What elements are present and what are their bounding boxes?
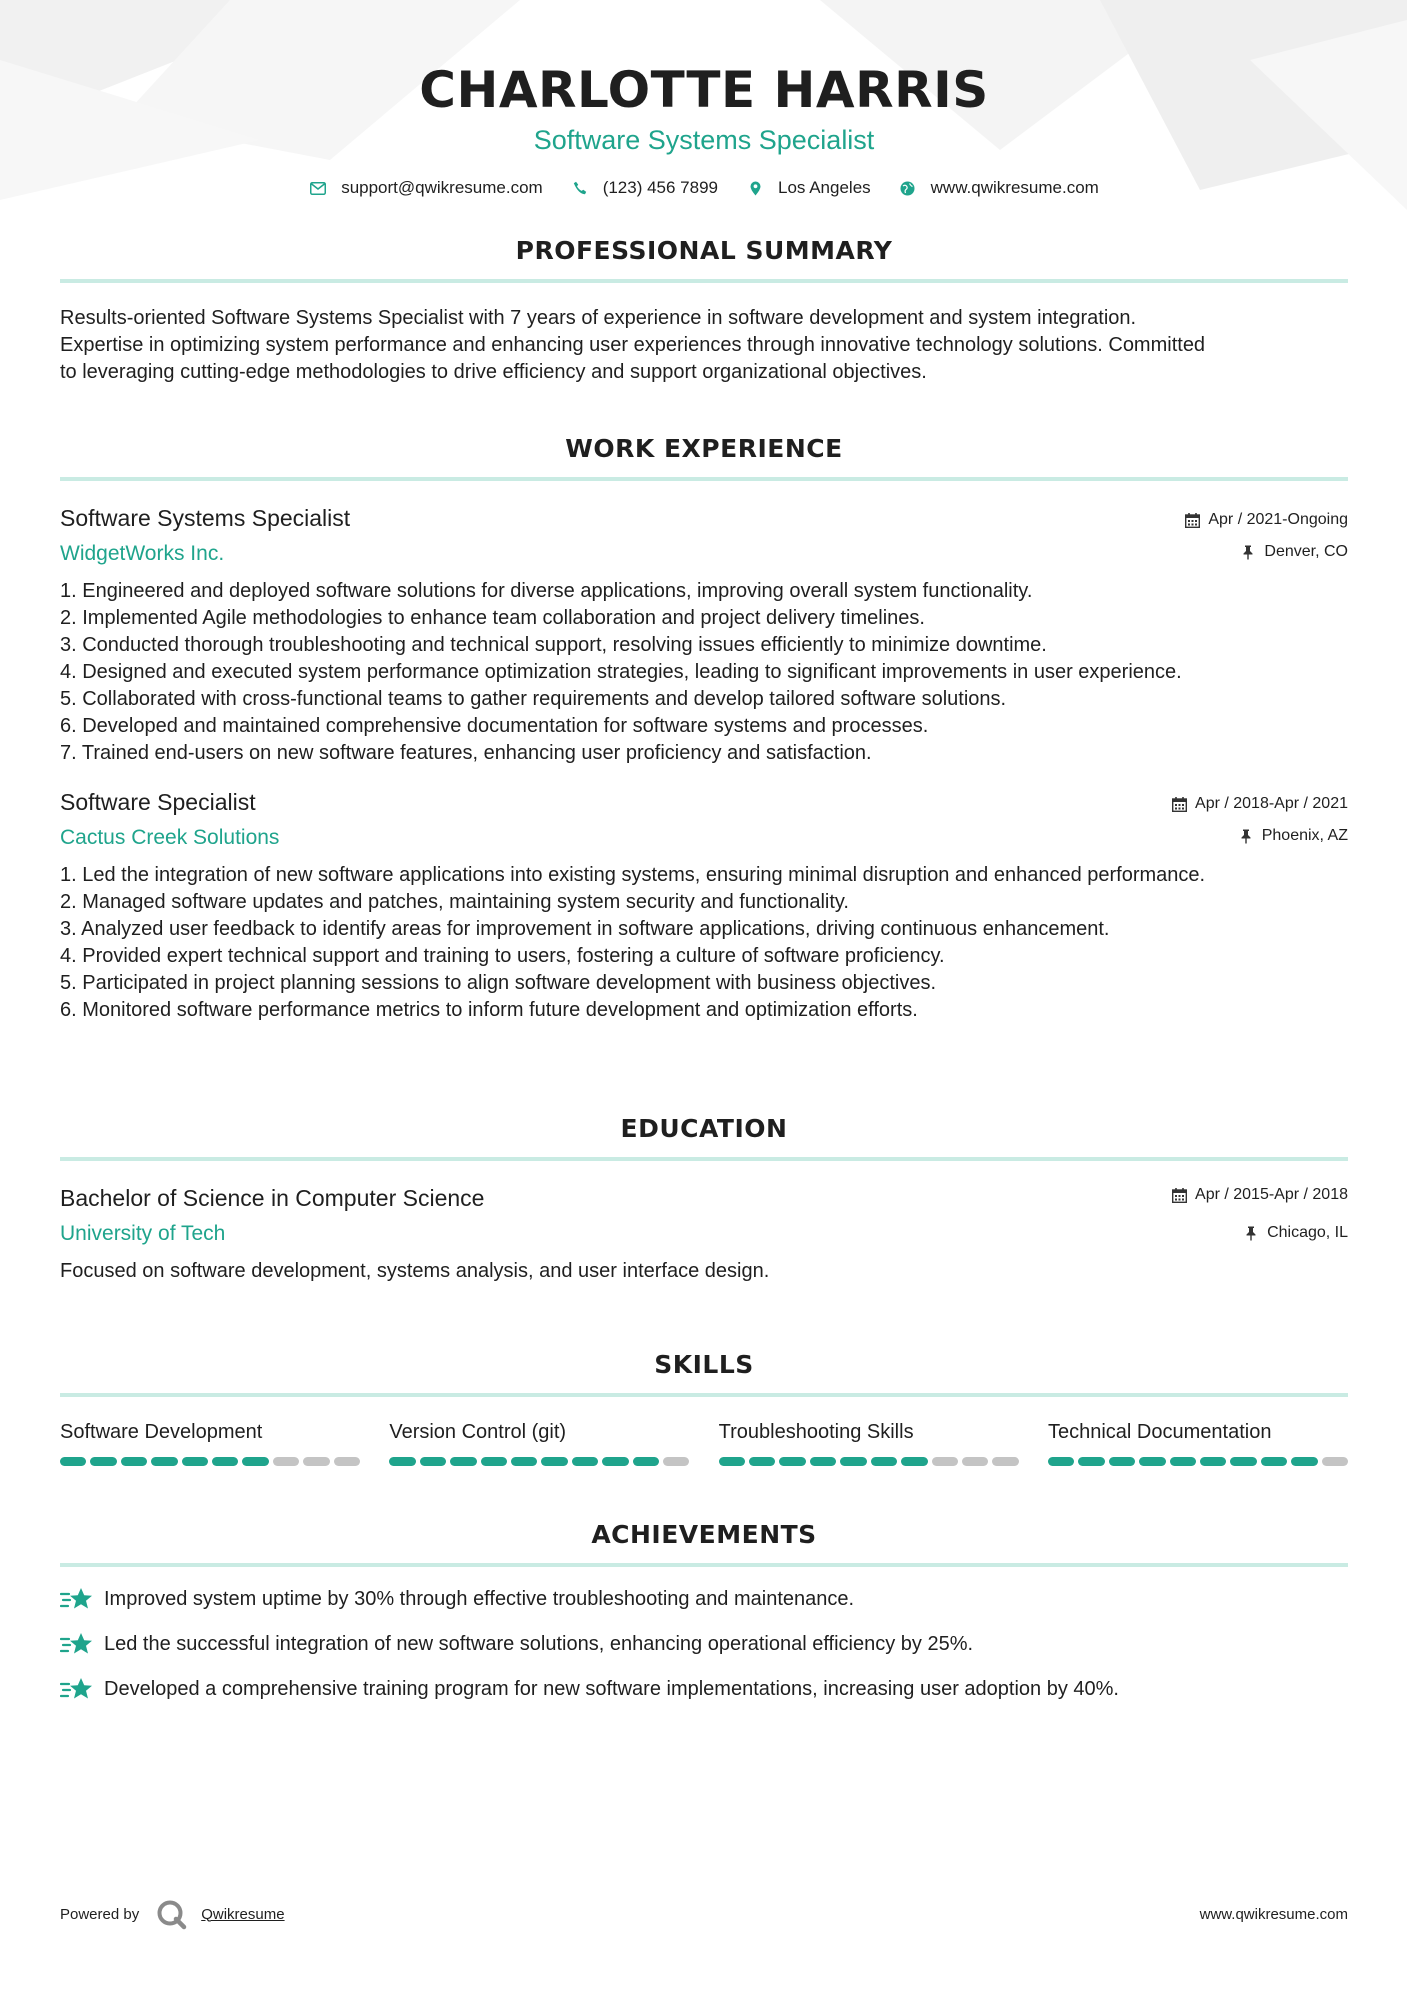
skill-segment-empty <box>992 1457 1018 1466</box>
job-meta <box>1171 789 1348 846</box>
job-meta <box>1184 505 1348 562</box>
skill-segment-filled <box>1230 1457 1256 1466</box>
summary-line: Results-oriented Software Systems Specialist with 7 years of experience in software development and system integration. <box>60 307 1137 329</box>
achievement-text: Developed a comprehensive training program for new software implementations, increasing user adoption by 40%. <box>104 1677 1119 1700</box>
summary-line: Expertise in optimizing system performance and enhancing user experiences through innovative technology solutions. Committed <box>60 334 1206 356</box>
skill-segment-filled <box>779 1457 805 1466</box>
job-title: Software Systems Specialist <box>60 505 351 531</box>
skill-segment-filled <box>1291 1457 1317 1466</box>
skill-segment-empty <box>1322 1457 1348 1466</box>
skill-segment-filled <box>719 1457 745 1466</box>
skill-level-bar <box>389 1457 689 1466</box>
pushpin-icon <box>1240 544 1256 560</box>
skill-name: Technical Documentation <box>1047 1421 1272 1443</box>
skill-segment-filled <box>90 1457 116 1466</box>
resume-header <box>60 0 1348 198</box>
footer-website-link[interactable]: www.qwikresume.com <box>1199 1905 1348 1923</box>
section-divider <box>60 477 1348 481</box>
education-meta <box>1171 1185 1348 1243</box>
skill-segment-filled <box>901 1457 927 1466</box>
skill-segment-filled <box>182 1457 208 1466</box>
list-item: 1. Led the integration of new software applications into existing systems, ensuring minimal disruption and enhanced performance. <box>60 864 1206 886</box>
job-responsibilities <box>60 578 1348 767</box>
skill-segment-filled <box>121 1457 147 1466</box>
skill-segment-filled <box>749 1457 775 1466</box>
skill-segment-filled <box>511 1457 537 1466</box>
skills-section <box>60 1350 1348 1466</box>
school-name: University of Tech <box>60 1222 226 1245</box>
skill-segment-filled <box>420 1457 446 1466</box>
summary-line: to leveraging cutting-edge methodologies to drive efficiency and support organizational objectives. <box>60 361 927 383</box>
skill-segment-filled <box>1139 1457 1165 1466</box>
achievements-section <box>60 1520 1348 1703</box>
contact-location-text: Los Angeles <box>778 178 871 197</box>
skill-level-bar <box>1048 1457 1348 1466</box>
list-item: 1. Engineered and deployed software solutions for diverse applications, improving overall system functionality. <box>60 580 1033 602</box>
list-item: 6. Developed and maintained comprehensive documentation for software systems and processes. <box>60 715 929 737</box>
envelope-icon <box>309 179 327 197</box>
section-title: PROFESSIONAL SUMMARY <box>515 236 893 265</box>
contact-phone-text: (123) 456 7899 <box>602 178 719 197</box>
skill-name: Software Development <box>60 1421 263 1443</box>
skill-segment-empty <box>962 1457 988 1466</box>
skill-segment-empty <box>932 1457 958 1466</box>
contact-bar <box>60 178 1348 198</box>
skill-segment-filled <box>212 1457 238 1466</box>
education-location: Chicago, IL <box>1267 1224 1348 1241</box>
skill-segment-filled <box>450 1457 476 1466</box>
skill-item <box>60 1419 360 1466</box>
professional-summary-section <box>60 236 1348 386</box>
contact-email[interactable] <box>309 178 543 198</box>
education-section <box>60 1114 1348 1285</box>
job-entry <box>60 505 1348 767</box>
skill-name: Troubleshooting Skills <box>718 1421 914 1443</box>
skill-segment-filled <box>1200 1457 1226 1466</box>
education-entry <box>60 1185 1348 1285</box>
list-item: 3. Conducted thorough troubleshooting and technical support, resolving issues efficiently to minimize downtime. <box>60 634 1047 656</box>
list-item: 3. Analyzed user feedback to identify areas for improvement in software applications, driving continuous enhancement. <box>60 918 1110 940</box>
skill-segment-filled <box>1078 1457 1104 1466</box>
summary-text <box>60 305 1348 386</box>
calendar-icon <box>1184 512 1200 528</box>
pushpin-icon <box>1243 1225 1259 1241</box>
brand-link[interactable]: Qwikresume <box>201 1905 285 1923</box>
phone-icon <box>571 179 589 197</box>
skill-level-bar <box>719 1457 1019 1466</box>
shooting-star-icon <box>60 1630 94 1658</box>
skill-segment-empty <box>303 1457 329 1466</box>
skill-item <box>719 1419 1019 1466</box>
education-description: Focused on software development, systems analysis, and user interface design. <box>60 1260 770 1282</box>
achievement-text: Led the successful integration of new software solutions, enhancing operational efficiency by 25%. <box>104 1632 974 1655</box>
powered-by-label: Powered by <box>60 1905 140 1923</box>
list-item: 5. Participated in project planning sessions to align software development with business objectives. <box>60 972 937 994</box>
skill-segment-filled <box>1048 1457 1074 1466</box>
candidate-title: Software Systems Specialist <box>533 125 875 155</box>
skill-segment-filled <box>633 1457 659 1466</box>
skill-segment-filled <box>481 1457 507 1466</box>
list-item: 2. Implemented Agile methodologies to enhance team collaboration and project delivery timelines. <box>60 607 925 629</box>
contact-phone[interactable] <box>571 178 718 198</box>
skill-item <box>389 1419 689 1466</box>
job-location: Phoenix, AZ <box>1261 827 1348 844</box>
skill-segment-filled <box>60 1457 86 1466</box>
skill-segment-empty <box>663 1457 689 1466</box>
achievement-item <box>60 1675 1348 1703</box>
job-dates: Apr / 2021-Ongoing <box>1208 511 1348 528</box>
candidate-name: CHARLOTTE HARRIS <box>419 61 989 119</box>
skill-segment-filled <box>602 1457 628 1466</box>
page-footer <box>60 1898 1348 1930</box>
list-item: 5. Collaborated with cross-functional teams to gather requirements and develop tailored software solutions. <box>60 688 1007 710</box>
skill-segment-filled <box>1109 1457 1135 1466</box>
work-experience-section <box>60 434 1348 1024</box>
skills-list <box>60 1419 1348 1466</box>
skill-segment-filled <box>1261 1457 1287 1466</box>
qwikresume-logo-icon <box>155 1898 187 1930</box>
list-item: 4. Designed and executed system performance optimization strategies, leading to significant improvements in user experience. <box>60 661 1182 683</box>
skill-segment-empty <box>334 1457 360 1466</box>
achievement-text: Improved system uptime by 30% through effective troubleshooting and maintenance. <box>104 1587 855 1610</box>
job-responsibilities <box>60 862 1348 1024</box>
contact-email-text: support@qwikresume.com <box>341 178 543 197</box>
company-name: WidgetWorks Inc. <box>60 542 225 565</box>
skill-name: Version Control (git) <box>389 1421 567 1443</box>
degree-title: Bachelor of Science in Computer Science <box>60 1185 485 1211</box>
section-title: EDUCATION <box>620 1114 788 1143</box>
achievements-list <box>60 1585 1348 1703</box>
pushpin-icon <box>1238 828 1254 844</box>
list-item: 6. Monitored software performance metrics to inform future development and optimization efforts. <box>60 999 918 1021</box>
achievement-item <box>60 1585 1348 1613</box>
section-title: ACHIEVEMENTS <box>591 1520 817 1549</box>
list-item: 2. Managed software updates and patches, maintaining system security and functionality. <box>60 891 849 913</box>
job-dates: Apr / 2018-Apr / 2021 <box>1195 795 1348 812</box>
skill-segment-filled <box>572 1457 598 1466</box>
section-title: WORK EXPERIENCE <box>565 434 843 463</box>
calendar-icon <box>1171 796 1187 812</box>
education-dates: Apr / 2015-Apr / 2018 <box>1195 1186 1348 1203</box>
skill-segment-filled <box>840 1457 866 1466</box>
skill-segment-filled <box>151 1457 177 1466</box>
contact-website-text: www.qwikresume.com <box>930 178 1099 197</box>
contact-website[interactable] <box>899 178 1099 198</box>
skill-segment-filled <box>541 1457 567 1466</box>
contact-location <box>746 178 871 198</box>
calendar-icon <box>1171 1187 1187 1203</box>
skill-segment-filled <box>871 1457 897 1466</box>
skill-item <box>1048 1419 1348 1466</box>
shooting-star-icon <box>60 1585 94 1613</box>
company-name: Cactus Creek Solutions <box>60 826 280 849</box>
section-divider <box>60 279 1348 283</box>
section-divider <box>60 1157 1348 1161</box>
job-entry <box>60 789 1348 1024</box>
list-item: 7. Trained end-users on new software features, enhancing user proficiency and satisfaction. <box>60 742 872 764</box>
skill-segment-empty <box>273 1457 299 1466</box>
achievement-item <box>60 1630 1348 1658</box>
shooting-star-icon <box>60 1675 94 1703</box>
globe-icon <box>899 179 917 197</box>
map-pin-icon <box>746 179 764 197</box>
skill-segment-filled <box>389 1457 415 1466</box>
skill-level-bar <box>60 1457 360 1466</box>
job-location: Denver, CO <box>1264 543 1348 560</box>
section-divider <box>60 1393 1348 1397</box>
powered-by <box>60 1898 285 1930</box>
job-title: Software Specialist <box>60 789 256 815</box>
section-title: SKILLS <box>654 1350 754 1379</box>
section-divider <box>60 1563 1348 1567</box>
skill-segment-filled <box>810 1457 836 1466</box>
resume-page <box>60 0 1348 1700</box>
skill-segment-filled <box>242 1457 268 1466</box>
skill-segment-filled <box>1170 1457 1196 1466</box>
list-item: 4. Provided expert technical support and training to users, fostering a culture of software proficiency. <box>60 945 945 967</box>
